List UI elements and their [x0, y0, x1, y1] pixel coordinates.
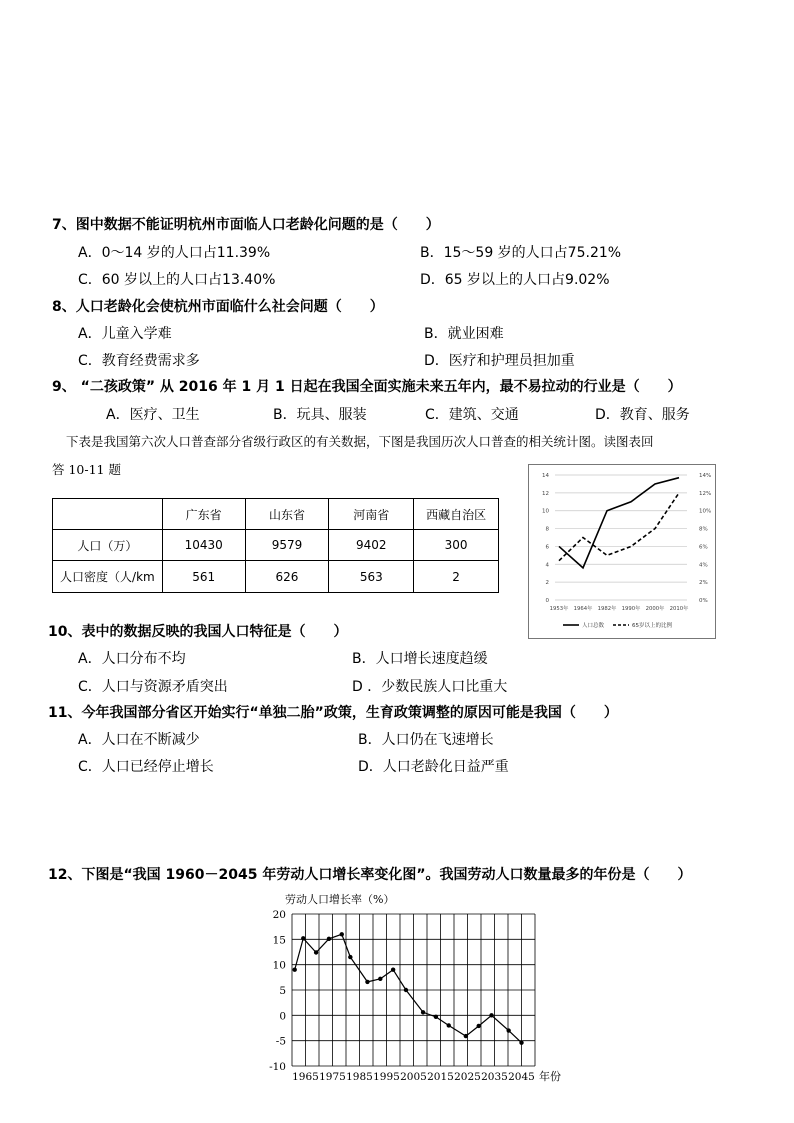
- table-header-cell: [53, 499, 163, 530]
- data-point: [489, 1013, 493, 1017]
- q7-option-b[interactable]: B．15～59 岁的人口占75.21%: [420, 245, 622, 261]
- data-point: [506, 1028, 510, 1032]
- q11-option-b[interactable]: B．人口仍在飞速增长: [358, 732, 494, 748]
- y2-tick-label: 12%: [699, 490, 712, 497]
- x-tick-label: 1985: [346, 1071, 373, 1083]
- data-point: [378, 977, 382, 981]
- x-tick-label: 2035: [481, 1071, 508, 1083]
- census-chart: [528, 464, 716, 639]
- x-tick-label: 2025: [454, 1071, 481, 1083]
- x-tick-label: 2005: [400, 1071, 427, 1083]
- q11-stem: 11、今年我国部分省区开始实行“单独二胎”政策，生育政策调整的原因可能是我国（ ）: [48, 705, 618, 721]
- table-cell: 626: [245, 561, 329, 593]
- table-header-cell: 山东省: [245, 499, 329, 530]
- series-line-labor-growth: [295, 934, 522, 1042]
- q8-option-a[interactable]: A．儿童入学难: [78, 326, 172, 342]
- y-tick-label: 10: [542, 508, 549, 515]
- table-cell: 2: [414, 561, 499, 593]
- table-cell: 9402: [329, 530, 414, 561]
- q8-option-b[interactable]: B．就业困难: [424, 326, 504, 342]
- intro-line-1: 下表是我国第六次人口普查部分省级行政区的有关数据，下图是我国历次人口普查的相关统计图。读图表回: [66, 434, 654, 449]
- x-tick-label: 2010年: [669, 606, 689, 612]
- y-tick-label: 12: [542, 490, 549, 497]
- q10-option-d[interactable]: D ．少数民族人口比重大: [352, 679, 508, 695]
- census-table: [52, 498, 499, 593]
- q10-option-a[interactable]: A．人口分布不均: [78, 651, 186, 667]
- table-header-cell: 河南省: [329, 499, 414, 530]
- q9-option-d[interactable]: D．教育、服务: [595, 407, 690, 423]
- q9-option-b[interactable]: B．玩具、服装: [273, 407, 367, 423]
- table-cell: 10430: [162, 530, 245, 561]
- q7-option-c[interactable]: C．60 岁以上的人口占13.40%: [78, 272, 276, 288]
- table-header-cell: 广东省: [162, 499, 245, 530]
- q9-option-a[interactable]: A．医疗、卫生: [106, 407, 200, 423]
- q9-stem: 9、 “二孩政策” 从 2016 年 1 月 1 日起在我国全面实施未来五年内，最不易拉动的行业是（ ）: [52, 379, 682, 395]
- table-cell: 561: [162, 561, 245, 593]
- data-point: [293, 968, 297, 972]
- q11-option-c[interactable]: C．人口已经停止增长: [78, 759, 214, 775]
- data-point: [447, 1023, 451, 1027]
- y-tick-label: 10: [272, 959, 286, 972]
- data-point: [434, 1015, 438, 1019]
- table-row: [53, 530, 499, 561]
- x-tick-label: 1982年: [597, 606, 617, 612]
- q7-option-d[interactable]: D．65 岁以上的人口占9.02%: [420, 272, 610, 288]
- y2-tick-label: 2%: [699, 580, 708, 587]
- y-tick-label: 2: [545, 580, 549, 587]
- y2-tick-label: 8%: [699, 526, 708, 533]
- series-line-total-population: [559, 478, 679, 568]
- x-tick-label: 2045: [508, 1071, 535, 1083]
- table-header-row: [53, 499, 499, 530]
- q11-option-d[interactable]: D．人口老龄化日益严重: [358, 759, 509, 775]
- x-tick-label: 1953年: [549, 606, 569, 612]
- y2-tick-label: 0%: [699, 598, 708, 604]
- data-point: [421, 1010, 425, 1014]
- q7-stem: 7、图中数据不能证明杭州市面临人口老龄化问题的是（ ）: [52, 217, 440, 233]
- x-tick-label: 1990年: [621, 606, 641, 612]
- q12-stem: 12、下图是“我国 1960－2045 年劳动人口增长率变化图”。我国劳动人口数量最多的年份是（ ）: [48, 867, 692, 883]
- q7-option-a[interactable]: A．0～14 岁的人口占11.39%: [78, 245, 271, 261]
- data-point: [301, 936, 305, 940]
- x-tick-label: 1964年: [573, 606, 593, 612]
- table-cell: 9579: [245, 530, 329, 561]
- y-tick-label: 20: [272, 909, 286, 921]
- data-point: [464, 1034, 468, 1038]
- y2-tick-label: 4%: [699, 562, 708, 569]
- data-point: [404, 988, 408, 992]
- data-point: [327, 937, 331, 941]
- table-cell: 人口（万）: [53, 530, 163, 561]
- x-tick-label: 2015: [427, 1071, 454, 1083]
- labor-growth-chart: [255, 888, 585, 1088]
- chart-title: 劳动人口增长率（%）: [285, 893, 395, 906]
- data-point: [477, 1024, 481, 1028]
- y-tick-label: 5: [279, 985, 286, 997]
- data-point: [391, 968, 395, 972]
- y2-tick-label: 6%: [699, 544, 708, 551]
- table-cell: 人口密度（人/km: [53, 561, 163, 593]
- q10-option-c[interactable]: C．人口与资源矛盾突出: [78, 679, 228, 695]
- y-tick-label: 0: [279, 1010, 286, 1023]
- y-tick-label: -10: [269, 1061, 286, 1073]
- x-tick-label: 1995: [373, 1071, 400, 1083]
- intro-line-2: 答 10-11 题: [52, 462, 121, 477]
- q8-option-d[interactable]: D．医疗和护理员担加重: [424, 353, 575, 369]
- data-point: [519, 1040, 523, 1044]
- q10-stem: 10、表中的数据反映的我国人口特征是（ ）: [48, 624, 348, 640]
- x-axis-label: 年份: [539, 1070, 561, 1083]
- x-tick-label: 2000年: [645, 606, 665, 612]
- data-point: [365, 980, 369, 984]
- q9-option-c[interactable]: C．建筑、交通: [425, 407, 519, 423]
- data-point: [348, 955, 352, 959]
- y-tick-label: -5: [275, 1035, 286, 1048]
- table-cell: 300: [414, 530, 499, 561]
- q11-option-a[interactable]: A．人口在不断减少: [78, 732, 200, 748]
- legend-label-total: 人口总数: [582, 623, 605, 629]
- table-header-cell: 西藏自治区: [414, 499, 499, 530]
- data-point: [340, 932, 344, 936]
- y-tick-label: 6: [545, 544, 549, 551]
- y2-tick-label: 10%: [699, 508, 712, 515]
- x-tick-label: 1965: [292, 1071, 319, 1083]
- legend-label-over65: 65岁以上的比例: [632, 623, 672, 629]
- series-line-over65-ratio: [559, 493, 679, 561]
- table-cell: 563: [329, 561, 414, 593]
- x-tick-label: 1975: [319, 1071, 346, 1083]
- data-point: [314, 950, 318, 954]
- y-tick-label: 15: [272, 934, 286, 947]
- q8-stem: 8、人口老龄化会使杭州市面临什么社会问题（ ）: [52, 299, 384, 315]
- y2-tick-label: 14%: [699, 473, 712, 479]
- y-tick-label: 14: [542, 473, 549, 479]
- table-row: [53, 561, 499, 593]
- y-tick-label: 8: [545, 526, 549, 533]
- q10-option-b[interactable]: B．人口增长速度趋缓: [352, 651, 488, 667]
- y-tick-label: 0: [545, 598, 549, 604]
- y-tick-label: 4: [545, 562, 549, 569]
- q8-option-c[interactable]: C．教育经费需求多: [78, 353, 200, 369]
